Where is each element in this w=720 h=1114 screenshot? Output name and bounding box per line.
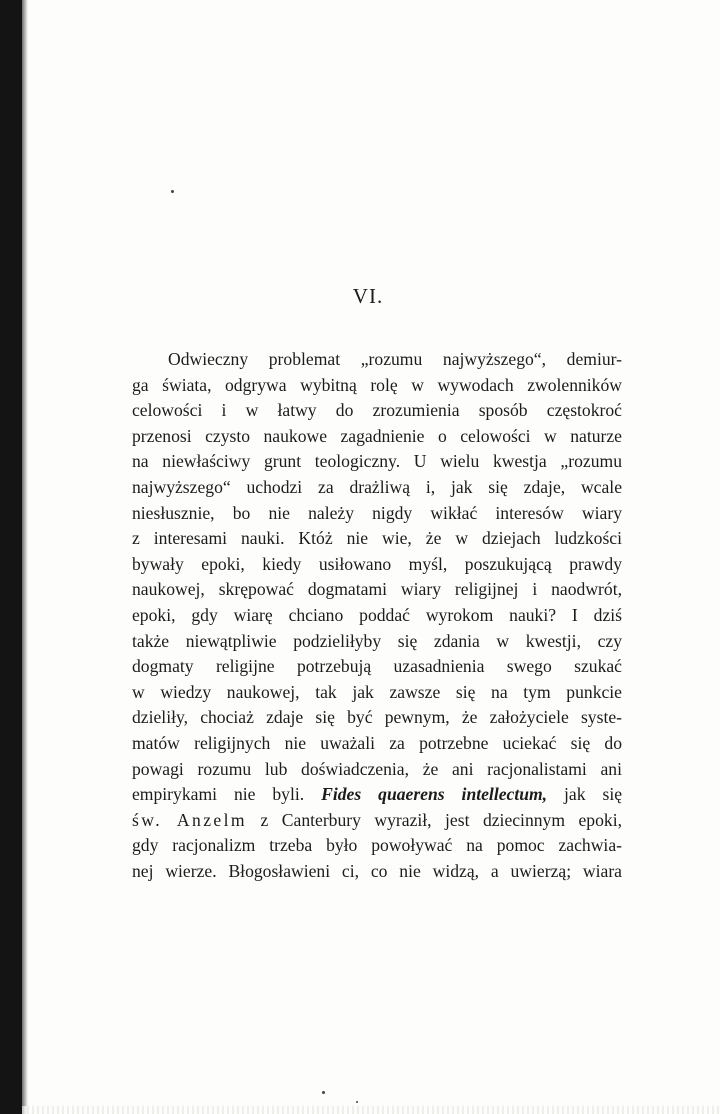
text-line: matów religijnych nie uważali za potrzebne uciekać się do (132, 732, 622, 753)
text-line: bywały epoki, kiedy usiłowano myśl, poszukującą prawdy (132, 553, 622, 574)
text-line: z interesami nauki. Któż nie wie, że w dziejach ludzkości (132, 528, 622, 549)
speck-mark (322, 1091, 325, 1094)
spine-edge-gradient (22, 0, 28, 1114)
chapter-number: VI. (352, 284, 384, 308)
text-line: przenosi czysto naukowe zagadnienie o celowości w naturze (132, 425, 622, 446)
spaced-name: św. Anzelm (132, 809, 248, 830)
text-line: naukowej, skrępować dogmatami wiary religijnej i naodwrót, (132, 579, 622, 600)
text-segment: empirykami nie byli. (132, 784, 305, 805)
text-line: ga świata, odgrywa wybitną rolę w wywodach zwolenników (132, 374, 622, 395)
text-line: dogmaty religijne potrzebują uzasadnienia swego szukać (132, 656, 622, 677)
text-line: epoki, gdy wiarę chciano poddać wyrokom nauki? I dziś (132, 604, 622, 625)
text-line: powagi rozumu lub doświadczenia, że ani racjonalistami ani (132, 758, 622, 779)
text-line: nej wierze. Błogosławieni ci, co nie widzą, a uwierzą; wiara (132, 860, 622, 881)
text-line-with-name (132, 808, 622, 834)
text-line: także niewątpliwie podzieliłyby się zdania w kwestji, czy (132, 630, 622, 651)
text-line: celowości i w łatwy do zrozumienia sposób częstokroć (132, 400, 622, 421)
text-line: Odwieczny problemat „rozumu najwyższego“, demiur- (168, 349, 622, 369)
text-line: dzieliły, chociaż zdaje się być pewnym, że założyciele syste- (132, 707, 622, 728)
speck-mark (171, 190, 174, 193)
text-segment: z Canterbury wyraził, jest dziecinnym epoki, (260, 809, 622, 830)
text-line: na niewłaściwy grunt teologiczny. U wielu kwestja „rozumu (132, 451, 622, 472)
text-line: w wiedzy naukowej, tak jak zawsze się na tym punkcie (132, 681, 622, 702)
scan-edge-noise (22, 1106, 720, 1114)
body-paragraph (132, 347, 622, 884)
text-line-with-quote (132, 782, 622, 808)
text-line: najwyższego“ uchodzi za drażliwą i, jak się zdaje, wcale (132, 476, 622, 497)
speck-mark (356, 1101, 358, 1103)
text-line: niesłusznie, bo nie należy nigdy wikłać interesów wiary (132, 502, 622, 523)
text-segment: jak się (564, 784, 623, 805)
text-line: gdy racjonalizm trzeba było powoływać na pomoc zachwia- (132, 835, 622, 856)
book-spine-shadow (0, 0, 22, 1114)
latin-quote: Fides quaerens intellectum, (321, 784, 548, 805)
